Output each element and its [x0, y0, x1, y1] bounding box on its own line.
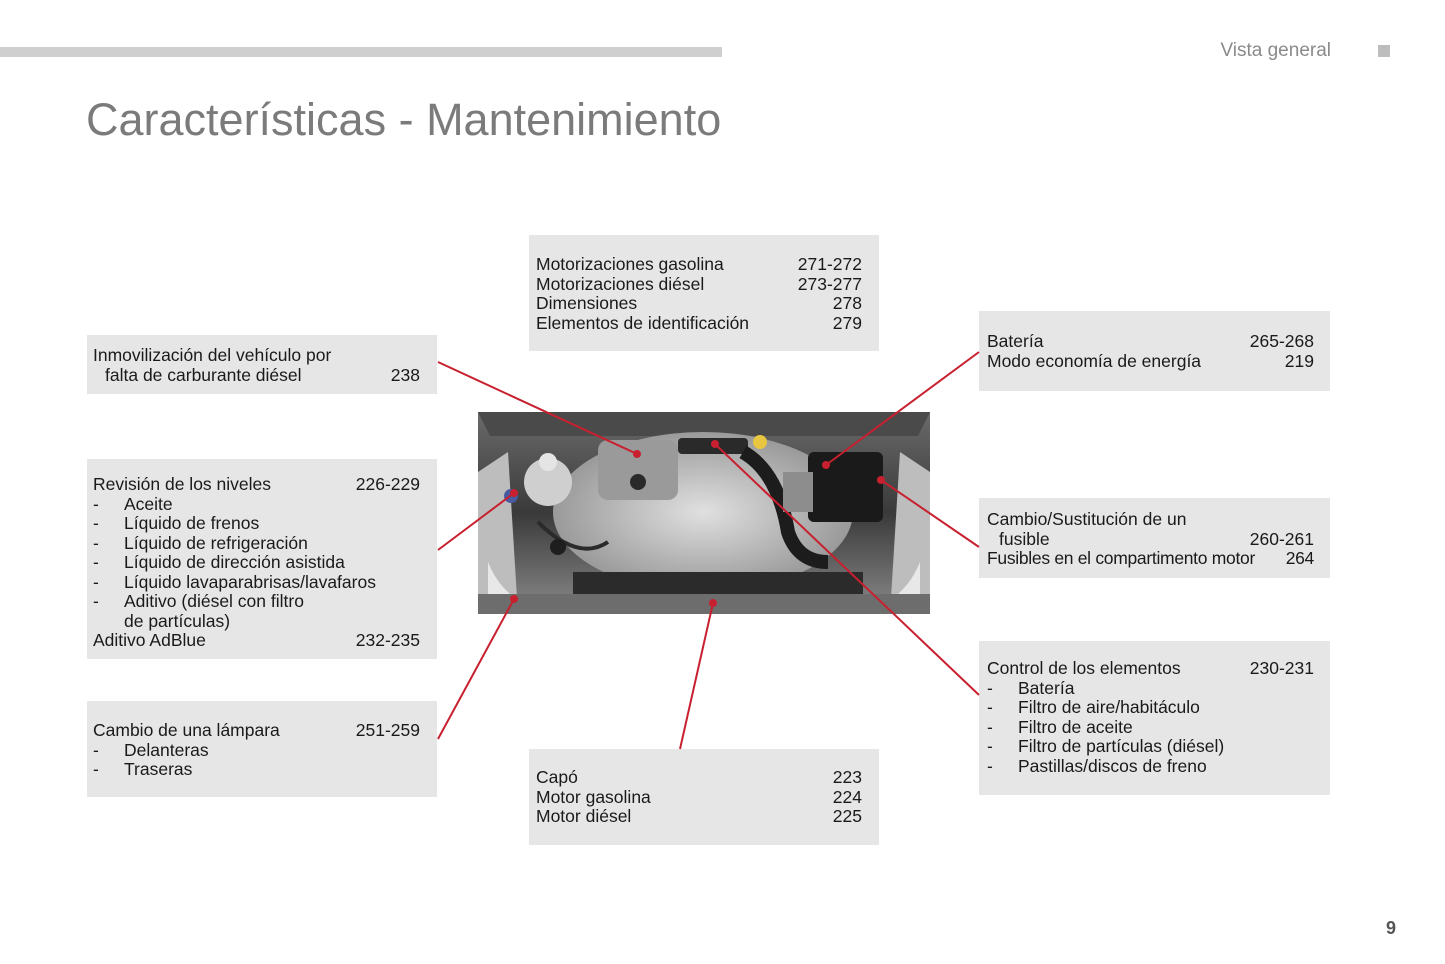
box-control: [979, 641, 1330, 795]
row-motor-gasolina[interactable]: [536, 788, 862, 808]
list-item: - Batería: [987, 677, 1075, 698]
list-item: - Filtro de aceite: [987, 716, 1133, 737]
row-label: Modo economía de energía: [987, 350, 1202, 371]
page-ref: 265-268: [1249, 331, 1314, 351]
row-label: Elementos de identificación: [536, 312, 750, 333]
row-label: Capó: [536, 767, 578, 787]
page-ref: 223: [832, 767, 862, 787]
row-label: falta de carburante diésel: [105, 364, 302, 385]
box-capo: [529, 749, 879, 845]
list-item: - Aditivo (diésel con filtro: [93, 591, 304, 611]
list-item: - Líquido de dirección asistida: [93, 552, 345, 572]
page-number: 9: [1386, 918, 1397, 938]
row-modo-economia[interactable]: [987, 352, 1314, 372]
page-ref: 251-259: [355, 720, 420, 740]
box-niveles: [87, 459, 437, 659]
list-item: - Delanteras: [93, 739, 209, 760]
page-ref: 271-272: [797, 254, 862, 274]
row-label: Cambio de una lámpara: [93, 720, 280, 740]
row-inmovilizacion[interactable]: [93, 366, 420, 386]
page-ref: 226-229: [355, 474, 420, 494]
row-capo[interactable]: [536, 768, 862, 788]
box-lampara: [87, 701, 437, 797]
row-label: Motor diésel: [536, 806, 632, 826]
page-ref: 260-261: [1249, 528, 1314, 549]
row-label: Motor gasolina: [536, 786, 651, 807]
page-ref: 230-231: [1249, 658, 1314, 678]
page-ref: 232-235: [355, 630, 420, 650]
list-item: - Filtro de partículas (diésel): [987, 736, 1225, 756]
page-ref: 225: [832, 806, 862, 826]
page-ref: 219: [1284, 350, 1314, 371]
row-motorizaciones-gasolina[interactable]: [536, 255, 862, 275]
row-label: Motorizaciones diésel: [536, 273, 705, 294]
page-title: Características - Mantenimiento: [86, 94, 722, 145]
row-label: Fusibles en el compartimento motor: [987, 548, 1255, 568]
box-bateria: [979, 311, 1330, 391]
row-dimensiones[interactable]: [536, 294, 862, 314]
row-label: fusible: [999, 528, 1050, 549]
page-ref: 279: [832, 312, 862, 333]
section-marker: [1378, 45, 1390, 57]
row-motorizaciones-diesel[interactable]: [536, 275, 862, 295]
box-fusible: [979, 498, 1330, 578]
box-inmovilizacion: [87, 335, 437, 394]
row-label: Control de los elementos: [987, 658, 1181, 678]
list-item: - Aceite: [93, 493, 173, 514]
list-item: - Líquido de refrigeración: [93, 532, 308, 553]
row-fusible[interactable]: [987, 530, 1314, 550]
list-item: - Filtro de aire/habitáculo: [987, 697, 1200, 717]
row-label: Aditivo AdBlue: [93, 630, 206, 650]
page-ref: 224: [832, 786, 862, 807]
list-item: - Pastillas/discos de freno: [987, 755, 1207, 776]
list-item: - Líquido de frenos: [93, 513, 260, 533]
page-ref: 264: [1285, 548, 1314, 568]
section-title: Vista general: [1220, 40, 1331, 61]
row-label: Batería: [987, 331, 1044, 351]
row-motor-diesel[interactable]: [536, 807, 862, 827]
list-item: - Líquido lavaparabrisas/lavafaros: [93, 571, 376, 592]
fusible-line1: Cambio/Sustitución de un: [987, 509, 1187, 529]
row-control-elementos[interactable]: [987, 659, 1314, 679]
page-ref: 238: [390, 364, 420, 385]
list-item-continuation: de partículas): [124, 610, 231, 631]
header-rule: [0, 47, 722, 57]
inmovilizacion-line1: Inmovilización del vehículo por: [93, 345, 332, 365]
page-ref: 273-277: [797, 273, 862, 294]
row-fusibles-motor[interactable]: [987, 549, 1314, 569]
row-cambio-lampara[interactable]: [93, 721, 420, 741]
row-adblue[interactable]: [93, 631, 420, 651]
engine-bay-photo: [478, 412, 930, 614]
box-motorizaciones: [529, 235, 879, 351]
row-identificacion[interactable]: [536, 314, 862, 334]
row-label: Dimensiones: [536, 293, 638, 313]
row-revision-niveles[interactable]: [93, 475, 420, 495]
list-item: - Traseras: [93, 759, 193, 779]
row-label: Motorizaciones gasolina: [536, 254, 724, 274]
row-bateria[interactable]: [987, 332, 1314, 352]
page-ref: 278: [832, 293, 862, 313]
row-label: Revisión de los niveles: [93, 474, 272, 494]
